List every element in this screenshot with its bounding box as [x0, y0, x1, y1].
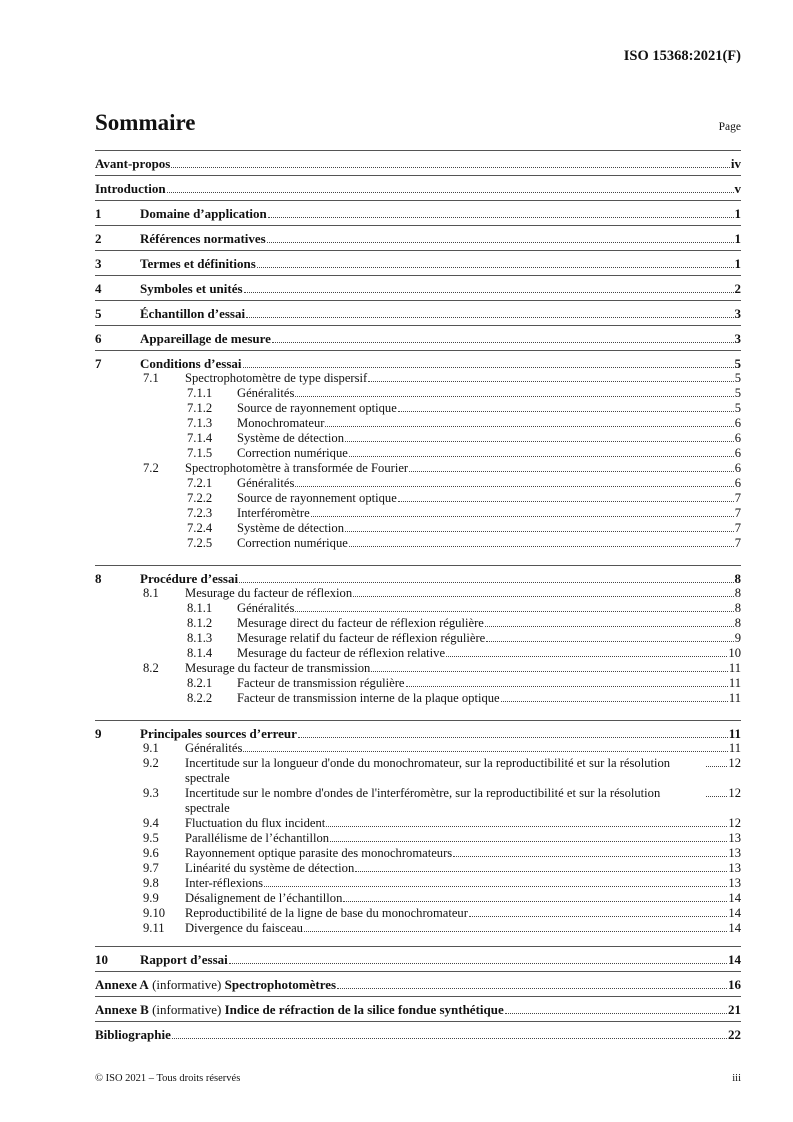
toc-entry-title-part: Mesurage du facteur de réflexion relative [237, 646, 446, 660]
toc-entry-title-part: Incertitude sur le nombre d'ondes de l'interféromètre, sur la reproductibilité et sur la résolution spectrale [185, 786, 661, 815]
toc-entry-page: 11 [728, 661, 741, 675]
toc-entry-title [140, 571, 238, 586]
toc-entry-title [237, 491, 397, 506]
toc-section [95, 350, 741, 565]
toc-entry-title-part: Avant-propos [95, 156, 171, 171]
toc-entry-page: 12 [728, 756, 741, 770]
toc-entry[interactable] [95, 356, 741, 371]
dot-leader [229, 963, 727, 964]
toc-entry-title-part: Rapport d’essai [140, 952, 228, 967]
toc-entry-number: 9.6 [143, 846, 159, 860]
dot-leader [257, 267, 734, 268]
toc-entry-title-part: Mesurage relatif du facteur de réflexion régulière [237, 631, 486, 645]
toc-entry-number: 10 [95, 952, 108, 967]
toc-entry-title [237, 386, 294, 401]
toc-entry-title [140, 206, 267, 221]
toc-entry[interactable] [95, 521, 741, 536]
toc-entry-number: 9.7 [143, 861, 159, 875]
toc-entry[interactable] [95, 816, 741, 831]
dot-leader [485, 626, 734, 627]
toc-entry-page: iv [730, 156, 741, 171]
toc-entry-title-part: Généralités [237, 601, 295, 615]
dot-leader [501, 701, 728, 702]
toc-entry-title-part: Source de rayonnement optique [237, 401, 397, 415]
toc-entry[interactable] [95, 661, 741, 676]
toc-entry-number: 3 [95, 256, 102, 271]
toc-entry-title-part: Incertitude sur la longueur d'onde du monochromateur, sur la reproductibilité et sur la résolution spectrale [185, 756, 671, 785]
dot-leader [295, 611, 733, 612]
toc-entry-number: 6 [95, 331, 102, 346]
toc-entry-title-part: Spectrophotomètres [224, 977, 337, 992]
toc-entry[interactable] [95, 461, 741, 476]
dot-leader [171, 167, 730, 168]
dot-leader [325, 426, 733, 427]
toc-entry[interactable] [95, 891, 741, 906]
toc-entry-number: 4 [95, 281, 102, 296]
toc-entry-page: 6 [734, 446, 741, 460]
toc-entry-page: 1 [734, 206, 741, 221]
toc-entry-title [95, 977, 336, 992]
toc-entry-title [140, 256, 256, 271]
toc-entry-title-part: Termes et définitions [140, 256, 256, 271]
dot-leader [337, 988, 727, 989]
toc-entry-title-part: Annexe A [95, 977, 149, 992]
toc-entry-number: 7.1.3 [187, 416, 213, 430]
dot-leader [239, 582, 733, 583]
copyright-notice: © ISO 2021 – Tous droits réservés [95, 1073, 241, 1084]
toc-section [95, 250, 741, 275]
toc-section [95, 150, 741, 175]
toc-entry-title-part: Symboles et unités [140, 281, 243, 296]
toc-entry-title [237, 506, 310, 521]
dot-leader [371, 671, 728, 672]
toc-entry-page: 7 [734, 491, 741, 505]
toc-entry-title [95, 1002, 504, 1017]
dot-leader [505, 1013, 727, 1014]
dot-leader [349, 546, 734, 547]
dot-leader [398, 501, 734, 502]
toc-entry-title [185, 786, 705, 816]
toc-entry-title-part: Facteur de transmission régulière [237, 676, 405, 690]
toc-entry-title [237, 631, 485, 646]
toc-entry-title-part: (informative) [148, 977, 225, 992]
toc-entry-title-part: Échantillon d’essai [140, 306, 246, 321]
toc-entry-title-part: Correction numérique [237, 446, 348, 460]
toc-entry-number: 9.10 [143, 906, 166, 920]
toc-entry[interactable] [95, 876, 741, 891]
dot-leader [172, 1038, 727, 1039]
dot-leader [343, 901, 727, 902]
toc-entry-title [95, 1027, 171, 1042]
toc-entry-title-part: (informative) [148, 1002, 225, 1017]
toc-entry-title [237, 646, 445, 661]
dot-leader [345, 441, 734, 442]
toc-entry[interactable] [95, 446, 741, 461]
toc-entry-number: 9.4 [143, 816, 159, 830]
dot-leader [243, 751, 728, 752]
toc-entry-title [140, 331, 271, 346]
toc-entry-number: 8.1.4 [187, 646, 213, 660]
dot-leader [298, 737, 728, 738]
dot-leader [486, 641, 733, 642]
toc-entry-number: 7.1.5 [187, 446, 213, 460]
dot-leader [295, 396, 733, 397]
toc-entry-title [185, 906, 468, 921]
toc-entry-page: 3 [734, 331, 741, 346]
toc-entry-title [237, 446, 348, 461]
toc-entry-title [185, 921, 303, 936]
toc-entry[interactable] [95, 386, 741, 401]
toc-entry-page: 21 [728, 1002, 741, 1017]
toc-entry-title [185, 371, 367, 386]
toc-entry-title-part: Parallélisme de l’échantillon [185, 831, 330, 845]
toc-entry-number: 9.9 [143, 891, 159, 905]
table-of-contents [95, 150, 741, 1046]
toc-section [95, 275, 741, 300]
toc-entry-title [185, 586, 352, 601]
toc-entry-number: 7.2.2 [187, 491, 213, 505]
toc-entry-page: 6 [734, 416, 741, 430]
toc-entry-page: 8 [734, 601, 741, 615]
toc-entry-page: 5 [734, 371, 741, 385]
dot-leader [326, 826, 727, 827]
toc-entry[interactable] [95, 726, 741, 741]
toc-entry-number: 9.3 [143, 786, 159, 800]
dot-leader [345, 531, 734, 532]
toc-entry[interactable] [95, 906, 741, 921]
toc-entry[interactable] [95, 371, 741, 386]
toc-entry[interactable] [95, 676, 741, 691]
dot-leader [330, 841, 727, 842]
toc-entry-title-part: Généralités [237, 476, 295, 490]
toc-entry[interactable] [95, 952, 741, 967]
toc-entry-page: 12 [728, 816, 741, 830]
toc-entry-title [95, 181, 166, 196]
toc-entry-title-part: Spectrophotomètre de type dispersif [185, 371, 368, 385]
toc-entry[interactable] [95, 921, 741, 936]
dot-leader [272, 342, 734, 343]
toc-entry-title-part: Spectrophotomètre à transformée de Fourier [185, 461, 409, 475]
toc-entry-page: 5 [734, 401, 741, 415]
toc-entry-title-part: Appareillage de mesure [140, 331, 271, 346]
toc-entry-number: 7.2.4 [187, 521, 213, 535]
toc-entry-title [140, 306, 245, 321]
toc-entry[interactable] [95, 1027, 741, 1042]
toc-entry[interactable] [95, 156, 741, 171]
dot-leader [353, 596, 734, 597]
dot-leader [409, 471, 734, 472]
dot-leader [243, 367, 734, 368]
toc-entry[interactable] [95, 256, 741, 271]
toc-entry-title [237, 416, 324, 431]
toc-entry-page: 13 [728, 876, 741, 890]
toc-entry-page: 8 [734, 616, 741, 630]
dot-leader [349, 456, 734, 457]
toc-entry-title-part: Rayonnement optique parasite des monochromateurs [185, 846, 453, 860]
page-column-label: Page [718, 121, 741, 133]
toc-entry-page: 12 [728, 786, 741, 800]
toc-entry-title-part: Références normatives [140, 231, 266, 246]
toc-entry[interactable] [95, 861, 741, 876]
toc-entry-number: 9.2 [143, 756, 159, 770]
toc-entry-number: 7.1 [143, 371, 159, 385]
toc-section [95, 720, 741, 946]
toc-entry-title-part: Système de détection [237, 521, 345, 535]
toc-entry-title-part: Conditions d’essai [140, 356, 242, 371]
dot-leader [311, 516, 734, 517]
toc-entry[interactable] [95, 741, 741, 756]
toc-entry-title-part: Mesurage direct du facteur de réflexion régulière [237, 616, 484, 630]
toc-section [95, 946, 741, 971]
toc-section [95, 225, 741, 250]
toc-entry-title-part: Fluctuation du flux incident [185, 816, 326, 830]
toc-entry[interactable] [95, 536, 741, 551]
toc-entry-title-part: Principales sources d’erreur [140, 726, 297, 741]
toc-entry-number: 5 [95, 306, 102, 321]
toc-entry-page: 2 [734, 281, 741, 296]
toc-entry[interactable] [95, 181, 741, 196]
dot-leader [446, 656, 727, 657]
dot-leader [304, 931, 727, 932]
dot-leader [268, 217, 734, 218]
dot-leader [368, 381, 733, 382]
toc-entry-title [237, 676, 405, 691]
toc-entry-number: 7 [95, 356, 102, 371]
toc-entry-number: 2 [95, 231, 102, 246]
toc-entry[interactable] [95, 646, 741, 661]
toc-entry-title [237, 401, 397, 416]
toc-entry-title-part: Désalignement de l’échantillon [185, 891, 343, 905]
toc-entry-number: 9 [95, 726, 102, 741]
toc-entry-title [237, 616, 484, 631]
toc-entry[interactable] [95, 1002, 741, 1017]
dot-leader [453, 856, 727, 857]
toc-entry-title-part: Facteur de transmission interne de la plaque optique [237, 691, 500, 705]
toc-entry[interactable] [95, 231, 741, 246]
toc-entry[interactable] [95, 601, 741, 616]
dot-leader [406, 686, 728, 687]
toc-section [95, 565, 741, 720]
toc-entry-number: 1 [95, 206, 102, 221]
toc-entry-title [185, 846, 452, 861]
toc-entry-page: 5 [734, 386, 741, 400]
toc-entry-page: 11 [728, 691, 741, 705]
toc-entry-number: 9.1 [143, 741, 159, 755]
toc-entry-title-part: Annexe B [95, 1002, 149, 1017]
toc-entry-title [185, 861, 354, 876]
toc-entry[interactable] [95, 846, 741, 861]
toc-entry-title-part: Divergence du faisceau [185, 921, 303, 935]
toc-entry-number: 8.2.1 [187, 676, 213, 690]
toc-section [95, 300, 741, 325]
toc-entry-title [185, 891, 342, 906]
dot-leader [295, 486, 733, 487]
toc-entry[interactable] [95, 306, 741, 321]
document-id-header: ISO 15368:2021(F) [623, 48, 741, 64]
toc-entry-title [237, 521, 344, 536]
toc-entry[interactable] [95, 331, 741, 346]
toc-entry-title [237, 431, 344, 446]
toc-entry-page: 7 [734, 536, 741, 550]
toc-entry-title [185, 661, 370, 676]
toc-entry-title [185, 741, 242, 756]
toc-entry-page: 13 [728, 846, 741, 860]
toc-entry-number: 7.2 [143, 461, 159, 475]
toc-entry-title-part: Linéarité du système de détection [185, 861, 355, 875]
dot-leader [267, 242, 734, 243]
toc-entry[interactable] [95, 401, 741, 416]
toc-entry-number: 8.1 [143, 586, 159, 600]
toc-entry-title-part: Mesurage du facteur de réflexion [185, 586, 353, 600]
toc-entry[interactable] [95, 977, 741, 992]
toc-entry-page: 1 [734, 231, 741, 246]
toc-entry-number: 7.1.1 [187, 386, 213, 400]
toc-entry[interactable] [95, 691, 741, 706]
dot-leader [167, 192, 734, 193]
toc-entry-title-part: Monochromateur [237, 416, 325, 430]
toc-entry-page: 14 [728, 891, 741, 905]
toc-entry-number: 9.5 [143, 831, 159, 845]
toc-entry-title-part: Généralités [237, 386, 295, 400]
toc-entry-number: 7.1.2 [187, 401, 213, 415]
toc-entry-page: 8 [734, 586, 741, 600]
toc-entry-number: 7.2.5 [187, 536, 213, 550]
toc-entry-title-part: Indice de réfraction de la silice fondue synthétique [224, 1002, 504, 1017]
toc-entry-page: 9 [734, 631, 741, 645]
dot-leader [244, 292, 734, 293]
page-title: Sommaire [95, 110, 196, 135]
toc-entry-number: 8.1.1 [187, 601, 213, 615]
toc-entry-page: 13 [728, 831, 741, 845]
toc-entry-page: 13 [728, 861, 741, 875]
dot-leader [706, 766, 727, 767]
toc-entry-title-part: Mesurage du facteur de transmission [185, 661, 371, 675]
toc-entry-title-part: Introduction [95, 181, 166, 196]
toc-entry-title [185, 816, 325, 831]
toc-entry-title [237, 536, 348, 551]
dot-leader [706, 796, 727, 797]
toc-entry-title-part: Reproductibilité de la ligne de base du monochromateur [185, 906, 468, 920]
toc-entry-page: 1 [734, 256, 741, 271]
toc-entry-number: 9.11 [143, 921, 165, 935]
toc-entry[interactable] [95, 631, 741, 646]
toc-entry-title-part: Bibliographie [95, 1027, 171, 1042]
toc-section [95, 971, 741, 996]
toc-entry-title [140, 356, 242, 371]
toc-entry-number: 8.1.3 [187, 631, 213, 645]
toc-section [95, 996, 741, 1021]
toc-entry[interactable] [95, 476, 741, 491]
toc-entry-title [95, 156, 170, 171]
toc-entry[interactable] [95, 506, 741, 521]
toc-entry-title-part: Système de détection [237, 431, 345, 445]
toc-entry-page: 11 [728, 741, 741, 755]
dot-leader [246, 317, 733, 318]
toc-entry[interactable] [95, 491, 741, 506]
dot-leader [469, 916, 727, 917]
toc-entry-page: 22 [728, 1027, 741, 1042]
toc-entry-page: 16 [728, 977, 741, 992]
toc-entry-page: 8 [734, 571, 741, 586]
toc-entry[interactable] [95, 756, 741, 786]
toc-entry-page: 7 [734, 521, 741, 535]
toc-entry-page: 14 [728, 906, 741, 920]
toc-entry-title [185, 831, 329, 846]
toc-entry-title-part: Interféromètre [237, 506, 310, 520]
toc-entry-page: 7 [734, 506, 741, 520]
toc-entry-page: 6 [734, 431, 741, 445]
toc-entry-number: 8 [95, 571, 102, 586]
toc-entry-number: 7.2.3 [187, 506, 213, 520]
toc-entry-number: 7.2.1 [187, 476, 213, 490]
toc-entry-title [185, 461, 408, 476]
toc-entry-page: 14 [728, 921, 741, 935]
toc-entry-page: v [734, 181, 741, 196]
toc-entry[interactable] [95, 616, 741, 631]
toc-entry-title-part: Procédure d’essai [140, 571, 239, 586]
toc-entry[interactable] [95, 431, 741, 446]
toc-section [95, 200, 741, 225]
toc-entry-title-part: Source de rayonnement optique [237, 491, 397, 505]
toc-entry-title [237, 691, 500, 706]
toc-entry-number: 9.8 [143, 876, 159, 890]
toc-entry[interactable] [95, 571, 741, 586]
toc-entry-title-part: Domaine d’application [140, 206, 267, 221]
page-number: iii [732, 1073, 741, 1084]
toc-entry-title-part: Généralités [185, 741, 243, 755]
dot-leader [355, 871, 727, 872]
dot-leader [264, 886, 727, 887]
toc-entry-title [140, 726, 297, 741]
toc-section [95, 325, 741, 350]
toc-entry-page: 6 [734, 476, 741, 490]
toc-entry-page: 5 [734, 356, 741, 371]
toc-entry[interactable] [95, 786, 741, 816]
toc-entry-title-part: Inter-réflexions [185, 876, 264, 890]
toc-entry-number: 8.2 [143, 661, 159, 675]
toc-section [95, 1021, 741, 1046]
toc-entry[interactable] [95, 281, 741, 296]
toc-entry-title [140, 952, 228, 967]
toc-entry-title [237, 601, 294, 616]
toc-entry-title-part: Correction numérique [237, 536, 348, 550]
toc-entry-title [185, 756, 705, 786]
toc-entry-number: 8.2.2 [187, 691, 213, 705]
toc-entry-page: 14 [728, 952, 741, 967]
footer [95, 1073, 741, 1084]
toc-entry-page: 6 [734, 461, 741, 475]
toc-entry[interactable] [95, 416, 741, 431]
toc-entry-page: 11 [728, 676, 741, 690]
toc-entry-title [185, 876, 263, 891]
toc-entry-title [237, 476, 294, 491]
toc-entry-number: 7.1.4 [187, 431, 213, 445]
toc-entry-title [140, 281, 243, 296]
toc-entry-page: 11 [728, 726, 741, 741]
toc-entry-title [140, 231, 266, 246]
toc-entry-page: 10 [728, 646, 741, 660]
toc-entry[interactable] [95, 586, 741, 601]
toc-entry-page: 3 [734, 306, 741, 321]
dot-leader [398, 411, 734, 412]
toc-entry[interactable] [95, 831, 741, 846]
toc-entry[interactable] [95, 206, 741, 221]
toc-entry-number: 8.1.2 [187, 616, 213, 630]
toc-section [95, 175, 741, 200]
